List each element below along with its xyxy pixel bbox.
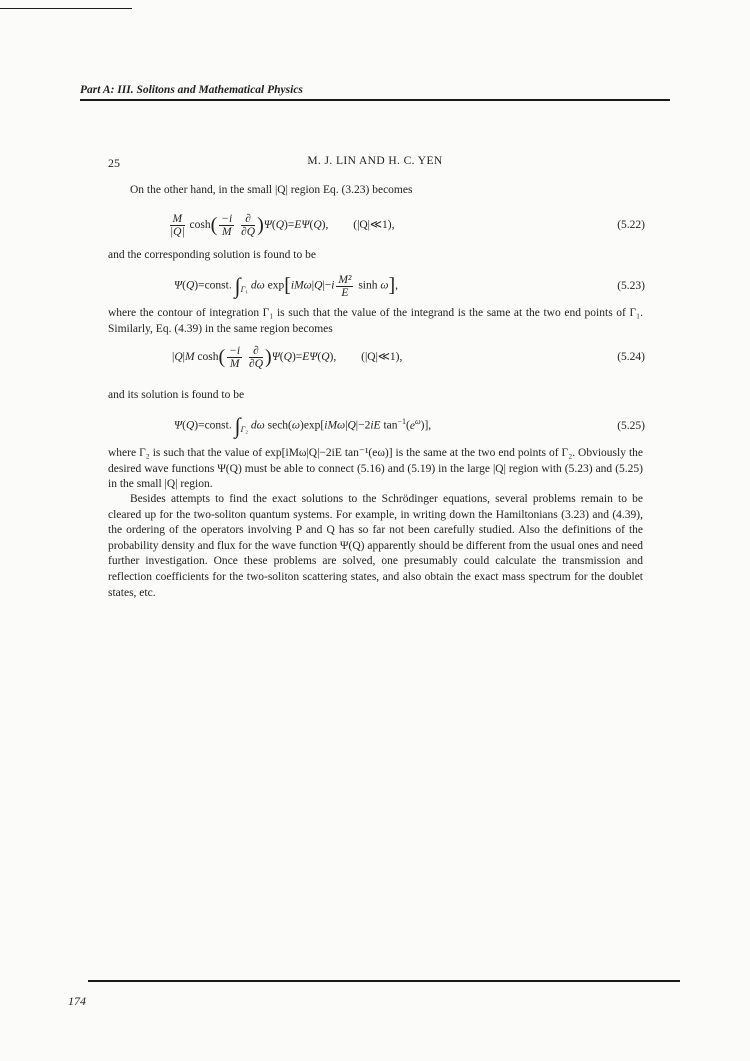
- journal-header: Part A: III. Solitons and Mathematical Physics: [80, 84, 303, 96]
- paragraph-2: and the corresponding solution is found to be: [108, 249, 316, 261]
- header-rule: [80, 99, 670, 101]
- equation-5-25: [110, 408, 645, 444]
- equation-5-22-condition: (|Q|≪1),: [353, 218, 395, 231]
- running-page-number: 25: [108, 156, 120, 170]
- paragraph-1: On the other hand, in the small |Q| region Eq. (3.23) becomes: [130, 184, 413, 196]
- equation-5-24: [110, 340, 645, 374]
- paragraph-5: where Γ₂ is such that the value of exp[iMω|Q|−2iE tan⁻¹(eω)] is the same at the two end points of Γ₂. Obviously the desired wave functions Ψ(Q) must be able to connect (5.16) and (5.19) in the large |Q| region with (5.23) and (5.25) in the small |Q| region.: [108, 447, 643, 491]
- equation-5-22-number: (5.22): [617, 219, 645, 231]
- top-rule: [0, 8, 132, 9]
- page-number: 174: [68, 994, 86, 1008]
- equation-5-24-body: |Q|M cosh( $\frac{-i}{M}$ $\frac{\partial}{\partial Q}$ )Ψ(Q)=EΨ(Q), (|Q|≪1),: [172, 344, 403, 370]
- paragraph-6: Besides attempts to find the exact solutions to the Schrödinger equations, several problems remain to be cleared up for the two-soliton quantum systems. For example, in writing down the Hamiltonians (3.23) and (4.39), the ordering of the operators involving P and Q has so far not been carefully studied. Also the definitions of the probability density and flux for the wave function Ψ(Q) apparently should be different from the usual ones and need further investigation. Once these problems are solved, one presumably could calculate the transmission and reflection coefficients for the two-soliton scattering states, and also obtain the exact mass spectrum for the doublet states, etc.: [108, 493, 643, 599]
- equation-5-25-body: Ψ(Q)=const. $\int_{\Gamma_2}$ dω sech(ω)exp[iMω|Q|−2iE $\tan^{-1}(e^\omega)$],: [174, 413, 432, 438]
- equation-5-23: [110, 268, 645, 304]
- equation-5-23-body: Ψ(Q)=const. $\int_{\Gamma_1}$ dω exp[iMω|Q|−i $\frac{\text{M²}}{E}$ sinh ω],: [174, 273, 399, 299]
- equation-5-23-number: (5.23): [617, 280, 645, 292]
- running-authors: M. J. LIN AND H. C. YEN: [307, 155, 443, 167]
- paragraph-4: and its solution is found to be: [108, 389, 245, 401]
- equation-5-24-number: (5.24): [617, 351, 645, 363]
- equation-5-25-number: (5.25): [617, 420, 645, 432]
- equation-5-22: [110, 208, 645, 242]
- equation-5-22-body: $\frac{M}{|Q|}$ cosh( $\frac{-i}{M}$ $\frac{\partial}{\partial Q}$ )Ψ(Q)=EΨ(Q), (|Q|≪1),: [170, 212, 395, 238]
- paragraph-3: where the contour of integration Γ₁ is such that the value of the integrand is the same at the two end points of Γ₁. Similarly, Eq. (4.39) in the same region becomes: [108, 307, 643, 335]
- footer-rule: [88, 980, 680, 982]
- equation-5-24-condition: (|Q|≪1),: [361, 350, 403, 363]
